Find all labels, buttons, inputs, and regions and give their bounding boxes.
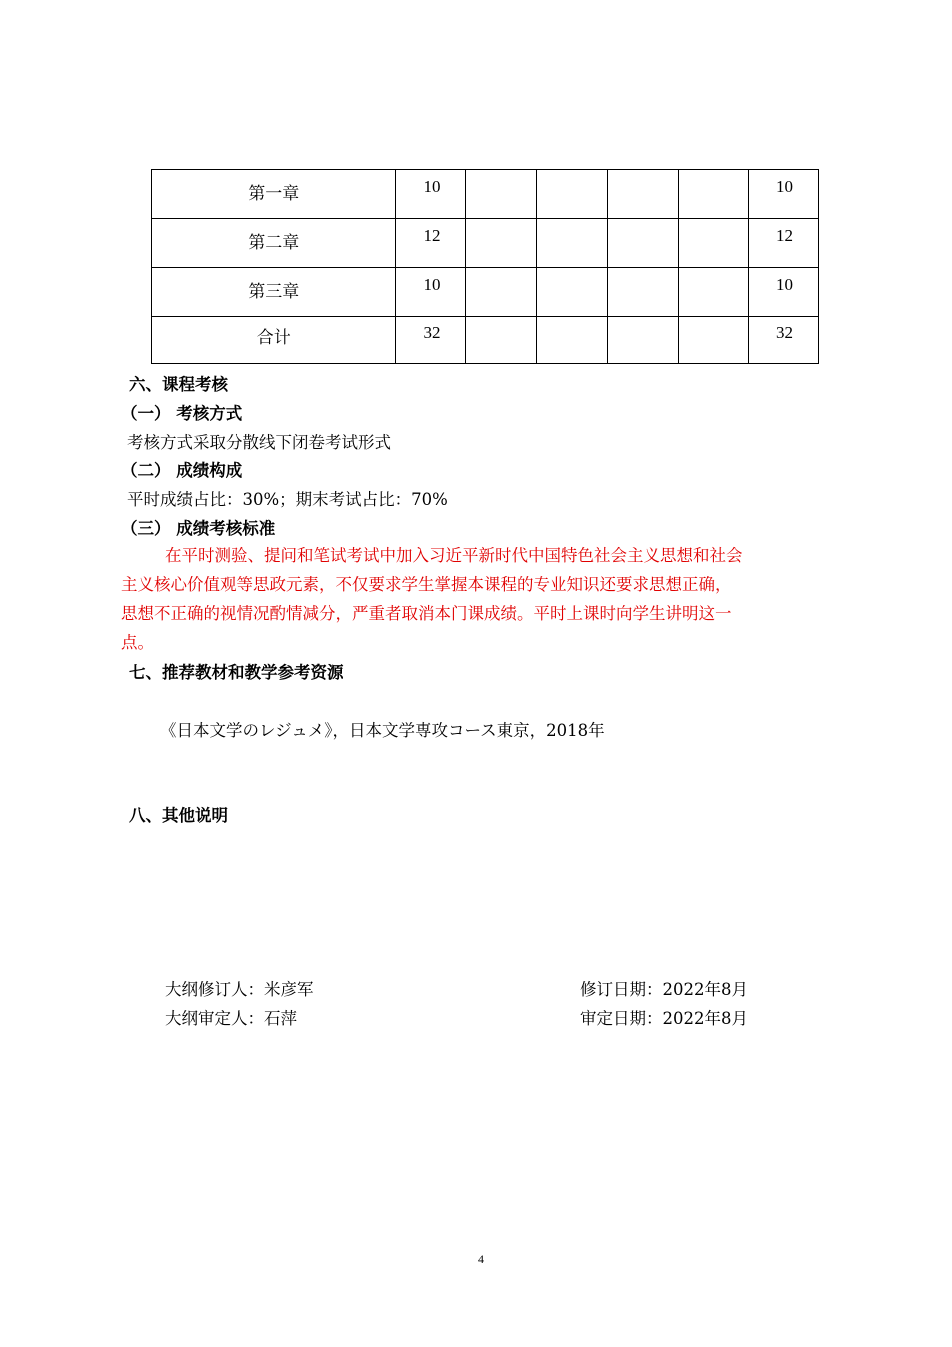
hours-cell	[537, 317, 608, 364]
table-row	[152, 317, 819, 364]
hours-cell	[537, 170, 608, 219]
grading-standard-line: 在平时测验、提问和笔试考试中加入习近平新时代中国特色社会主义思想和社会	[165, 546, 743, 565]
hours-cell	[608, 219, 679, 268]
total-cell: 10	[749, 170, 819, 219]
section-heading-other-notes: 八、其他说明	[129, 806, 228, 825]
hours-table	[151, 169, 819, 364]
hours-cell: 10	[396, 170, 466, 219]
reference-entry: 《日本文学のレジュメ》，日本文学専攻コース東京，2018年	[160, 721, 605, 740]
table-row	[152, 219, 819, 268]
total-cell: 32	[749, 317, 819, 364]
subheading-grade-composition: （二） 成绩构成	[121, 461, 243, 480]
hours-cell	[608, 268, 679, 317]
hours-cell	[537, 268, 608, 317]
hours-cell: 10	[396, 268, 466, 317]
hours-cell	[679, 219, 749, 268]
subheading-grading-standard: （三） 成绩考核标准	[121, 519, 276, 538]
grading-standard-text	[121, 541, 833, 657]
grading-standard-line: 思想不正确的视情况酌情减分，严重者取消本门课成绩。平时上课时向学生讲明这一	[121, 604, 732, 623]
hours-cell	[608, 170, 679, 219]
chapter-name: 合计	[152, 317, 396, 364]
page-number: 4	[478, 1252, 484, 1266]
grading-standard-line: 主义核心价值观等思政元素，不仅要求学生掌握本课程的专业知识还要求思想正确，	[121, 575, 732, 594]
section-heading-references: 七、推荐教材和教学参考资源	[129, 663, 344, 682]
hours-cell: 32	[396, 317, 466, 364]
total-cell: 10	[749, 268, 819, 317]
chapter-name: 第三章	[152, 268, 396, 317]
assessment-method-text: 考核方式采取分散线下闭卷考试形式	[127, 433, 391, 452]
subheading-assessment-method: （一） 考核方式	[121, 404, 243, 423]
approval-date: 审定日期：2022年8月	[580, 1009, 748, 1028]
grading-standard-line: 点。	[121, 633, 154, 652]
syllabus-approver: 大纲审定人：石萍	[165, 1009, 297, 1028]
hours-cell	[679, 170, 749, 219]
hours-cell	[537, 219, 608, 268]
chapter-name: 第二章	[152, 219, 396, 268]
hours-cell	[466, 170, 537, 219]
hours-cell	[608, 317, 679, 364]
table-row	[152, 170, 819, 219]
table-row	[152, 268, 819, 317]
hours-cell	[466, 219, 537, 268]
hours-cell	[466, 268, 537, 317]
section-heading-assessment: 六、课程考核	[129, 375, 228, 394]
hours-cell	[679, 317, 749, 364]
total-cell: 12	[749, 219, 819, 268]
grade-composition-text: 平时成绩占比：30%；期末考试占比：70%	[127, 490, 448, 509]
hours-cell: 12	[396, 219, 466, 268]
syllabus-reviser: 大纲修订人：米彦军	[165, 980, 314, 999]
chapter-name: 第一章	[152, 170, 396, 219]
revision-date: 修订日期：2022年8月	[580, 980, 748, 999]
hours-cell	[466, 317, 537, 364]
hours-cell	[679, 268, 749, 317]
